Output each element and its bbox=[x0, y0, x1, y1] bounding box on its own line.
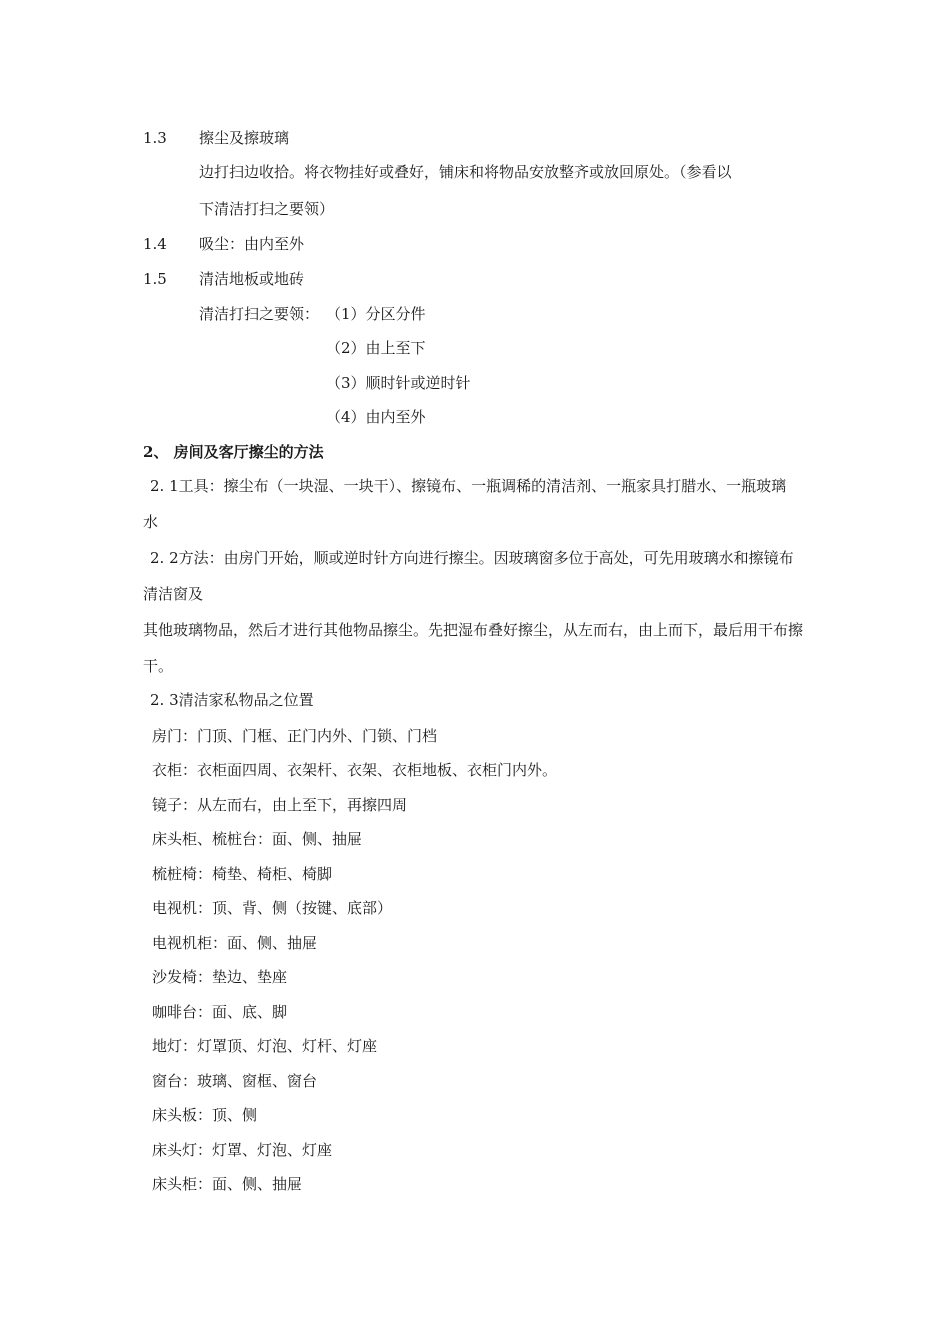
paragraph-2-2-line-1: 2. 2方法：由房门开始，顺或逆时针方向进行擦尘。因玻璃窗多位于高处，可先用玻璃水和擦镜布 bbox=[150, 549, 794, 567]
list-item: 床头柜、梳桩台：面、侧、抽屉 bbox=[152, 830, 363, 848]
list-item: 电视机：顶、背、侧（按键、底部） bbox=[152, 899, 393, 917]
item-number-1-3: 1.3 bbox=[143, 129, 167, 147]
item-title-1-4: 吸尘：由内至外 bbox=[199, 235, 305, 253]
list-item: 窗台：玻璃、窗框、窗台 bbox=[152, 1072, 318, 1090]
item-number-1-4: 1.4 bbox=[143, 235, 167, 253]
list-item: 地灯：灯罩顶、灯泡、灯杆、灯座 bbox=[152, 1037, 378, 1055]
item-body-1-3-line-2: 下清洁打扫之要领） bbox=[199, 200, 335, 218]
item-body-1-3-line-1: 边打扫边收拾。将衣物挂好或叠好，铺床和将物品安放整齐或放回原处。（参看以 bbox=[199, 163, 732, 181]
key-point-item: （2）由上至下 bbox=[326, 339, 426, 357]
key-point-item: （1）分区分件 bbox=[326, 305, 426, 323]
paragraph-2-2-line-2: 清洁窗及 bbox=[143, 585, 204, 603]
list-item: 房门：门顶、门框、正门内外、门锁、门档 bbox=[152, 727, 438, 745]
paragraph-2-3: 2. 3清洁家私物品之位置 bbox=[150, 691, 314, 709]
list-item: 沙发椅：垫边、垫座 bbox=[152, 968, 288, 986]
item-number-1-5: 1.5 bbox=[143, 270, 167, 288]
list-item: 床头灯：灯罩、灯泡、灯座 bbox=[152, 1141, 333, 1159]
list-item: 电视机柜：面、侧、抽屉 bbox=[152, 934, 318, 952]
list-item: 镜子：从左而右，由上至下，再擦四周 bbox=[152, 796, 408, 814]
list-item: 咖啡台：面、底、脚 bbox=[152, 1003, 288, 1021]
list-item: 床头板：顶、侧 bbox=[152, 1106, 258, 1124]
section-heading: 2、 房间及客厅擦尘的方法 bbox=[143, 443, 324, 461]
list-item: 梳桩椅：椅垫、椅柜、椅脚 bbox=[152, 865, 333, 883]
item-title-1-5: 清洁地板或地砖 bbox=[199, 270, 305, 288]
item-title-1-3: 擦尘及擦玻璃 bbox=[199, 129, 290, 147]
key-point-item: （3）顺时针或逆时针 bbox=[326, 374, 471, 392]
paragraph-2-1-line-2: 水 bbox=[143, 513, 159, 531]
key-point-item: （4）由内至外 bbox=[326, 408, 426, 426]
list-item: 床头柜：面、侧、抽屉 bbox=[152, 1175, 303, 1193]
list-item: 衣柜：衣柜面四周、衣架杆、衣架、衣柜地板、衣柜门内外。 bbox=[152, 761, 558, 779]
paragraph-2-2-line-3: 其他玻璃物品，然后才进行其他物品擦尘。先把湿布叠好擦尘，从左而右，由上而下，最后用干布擦 bbox=[143, 621, 804, 639]
paragraph-2-1-line-1: 2. 1工具：擦尘布（一块湿、一块干）、擦镜布、一瓶调稀的清洁剂、一瓶家具打腊水、一瓶玻璃 bbox=[150, 477, 787, 495]
key-points-label: 清洁打扫之要领： bbox=[199, 305, 320, 323]
paragraph-2-2-line-4: 干。 bbox=[143, 657, 174, 675]
